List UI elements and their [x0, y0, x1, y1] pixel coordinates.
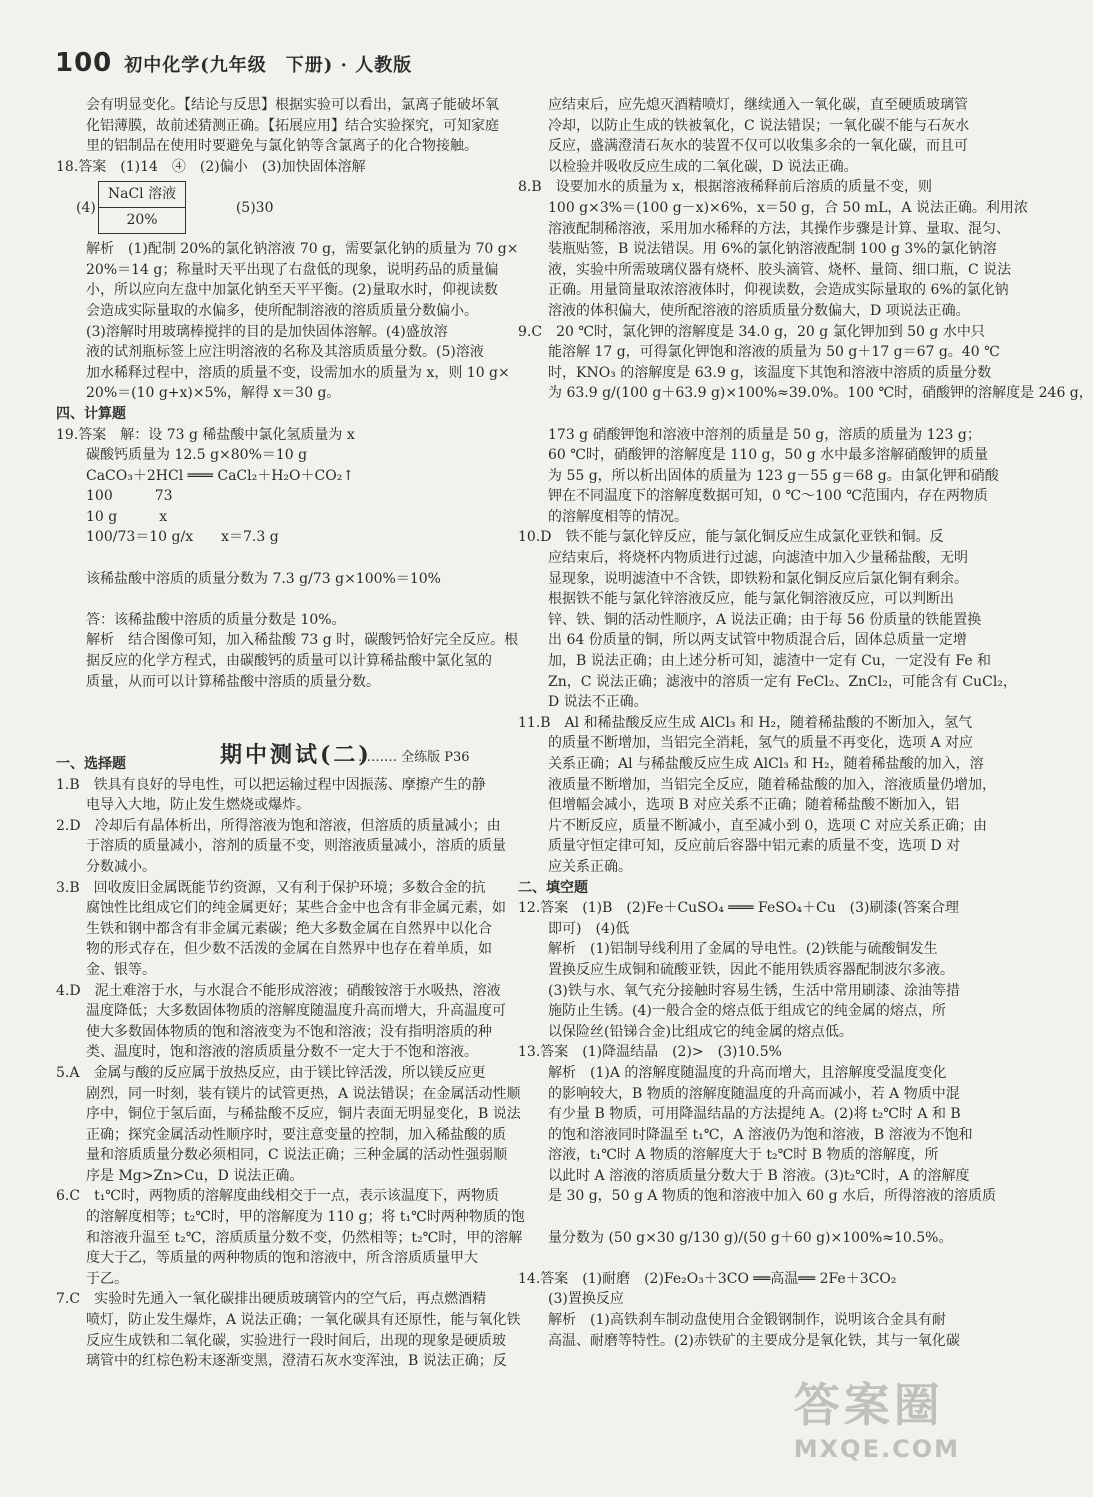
- solution-label-concentration: 20%: [99, 207, 185, 233]
- text-line: 12.答案 (1)B (2)Fe＋CuSO₄ ═══ FeSO₄＋Cu (3)刷漆(答案合理: [518, 900, 959, 917]
- text-line: 的质量不断增加，当铝完全消耗，氢气的质量不再变化，选项 A 对应: [548, 735, 974, 752]
- text-line: 于乙。: [86, 1270, 128, 1287]
- text-line: [56, 589, 496, 610]
- text-line: 18.答案 (1)14 ④ (2)偏小 (3)加快固体溶解: [56, 158, 366, 175]
- text-line: 的溶解度相等；t₂℃时，甲的溶解度为 110 g；将 t₁℃时两种物质的饱: [86, 1209, 525, 1226]
- text-line: 里的铝制品在使用时要避免与氯化钠等含氯离子的化合物接触。: [86, 138, 478, 155]
- text-line: 解析 (1)配制 20%的氯化钠溶液 70 g，需要氯化钠的质量为 70 g×: [86, 241, 519, 258]
- text-line: 10.D 铁不能与氯化锌反应，能与氯化铜反应生成氯化亚铁和铜。反: [518, 529, 944, 546]
- text-line: 3.B 回收废旧金属既能节约资源，又有利于保护环境；多数合金的抗: [56, 879, 486, 896]
- text-line: 剧烈，同一时刻，装有镁片的试管更热，A 说法错误；在金属活动性顺: [86, 1085, 521, 1102]
- text-line: 温度降低；大多数固体物质的溶解度随温度升高而增大，升高温度可: [86, 1003, 506, 1020]
- text-line: 于溶质的质量减小，溶剂的质量不变，则溶液质量减小，溶质的质量: [86, 838, 506, 855]
- text-line: 能溶解 17 g，可得氯化钾饱和溶液的质量为 50 g＋17 g＝67 g。40 ℃: [548, 344, 1000, 361]
- text-line: 正确；探究金属活动性顺序时，要注意变量的控制，加入稀盐酸的质: [86, 1126, 506, 1143]
- text-line: 即可) (4)低: [548, 920, 630, 937]
- text-line: 时，KNO₃ 的溶解度是 63.9 g，该温度下其饱和溶液中溶质的质量分数: [548, 364, 992, 381]
- text-line: 以此时 A 溶液的溶质质量分数大于 B 溶液。(3)t₂℃时，A 的溶解度: [548, 1167, 970, 1184]
- text-line: 为 55 g，所以析出固体的质量为 123 g－55 g＝68 g。由氯化钾和硝酸: [548, 467, 999, 484]
- text-line: 质量，从而可以计算稀盐酸中溶质的质量分数。: [86, 673, 380, 690]
- text-line: 的影响较大，B 物质的溶解度随温度的升高而减小，若 A 物质中混: [548, 1085, 960, 1102]
- text-line: 片不断反应，质量不断减小，直至减小到 0，选项 C 对应关系正确；由: [548, 817, 987, 834]
- text-line: 8.B 设要加水的质量为 x，根据溶液稀释前后溶质的质量不变，则: [518, 179, 932, 196]
- left-column: [56, 95, 525, 1372]
- text-line: 20%＝(10 g+x)×5%，解得 x＝30 g。: [86, 385, 341, 402]
- text-line: 腐蚀性比组成它们的纯金属更好；某些合金中也含有非金属元素，如: [86, 900, 506, 917]
- section-title: 期中测试(二): [220, 742, 372, 768]
- text-line: 化铝薄膜，故前述猜测正确。【拓展应用】结合实验探究，可知家庭: [86, 117, 499, 134]
- text-line: 13.答案 (1)降温结晶 (2)> (3)10.5%: [518, 1044, 782, 1061]
- text-line: 施防止生锈。(4)一般合金的熔点低于组成它的纯金属的熔点，所: [548, 1003, 946, 1020]
- text-line: 100 g×3%＝(100 g－x)×6%，x＝50 g，合 50 mL，A 说法正确。利用浓: [548, 199, 1028, 216]
- text-line: 6.C t₁℃时，两物质的溶解度曲线相交于一点，表示该温度下，两物质: [56, 1188, 499, 1205]
- text-line: 应结束后，应先熄灭酒精喷灯，继续通入一氧化碳，直至硬质玻璃管: [548, 97, 968, 113]
- text-line: 10 g x: [86, 508, 168, 525]
- text-line: 一、选择题: [56, 756, 126, 772]
- text-line: 装瓶贴签，B 说法错误。用 6%的氯化钠溶液配制 100 g 3%的氯化钠溶: [548, 241, 997, 258]
- text-line: 加水稀释过程中，溶质的质量不变，设需加水的质量为 x，则 10 g×: [86, 364, 510, 381]
- text-line: 溶液的体积偏大，使所配溶液的溶质质量分数偏大，D 项说法正确。: [548, 302, 970, 319]
- text-line: 量和溶质质量分数必须相同，C 说法正确；三种金属的活动性强弱顺: [86, 1147, 508, 1164]
- text-line: 正确。用量筒量取浓溶液体时，仰视读数，会造成实际量取的 6%的氯化钠: [548, 282, 1009, 299]
- text-line: 有少量 B 物质，可用降温结晶的方法提纯 A。(2)将 t₂℃时 A 和 B: [548, 1106, 961, 1123]
- text-line: (3)置换反应: [548, 1291, 624, 1308]
- text-line: 序是 Mg>Zn>Cu，D 说法正确。: [86, 1167, 304, 1184]
- text-line: 20%＝14 g；称量时天平出现了右盘低的现象，说明药品的质量偏: [86, 261, 499, 278]
- text-line: 5.A 金属与酸的反应属于放热反应，由于镁比锌活泼，所以镁反应更: [56, 1064, 486, 1081]
- text-line: 答：该稀盐酸中溶质的质量分数是 10%。: [86, 611, 346, 628]
- text-line: 锌、铁、铜的活动性顺序，A 说法正确；由于每 56 份质量的铁能置换: [548, 611, 982, 628]
- text-line: 碳酸钙质量为 12.5 g×80%＝10 g: [86, 447, 308, 464]
- book-title: 初中化学(九年级 下册) · 人教版: [124, 55, 413, 76]
- watermark: [794, 1369, 960, 1463]
- text-line: 是 30 g，50 g A 物质的饱和溶液中加入 60 g 水后，所得溶液的溶质质: [548, 1188, 997, 1205]
- right-column: [518, 95, 1093, 1351]
- text-line: 以检验并吸收反应生成的二氧化碳，D 说法正确。: [548, 158, 858, 175]
- text-line: 物的形式存在，但少数不活泼的金属在自然界中也存在着单质，如: [86, 941, 492, 958]
- text-line: Zn，C 说法正确；滤液中的溶质一定有 FeCl₂、ZnCl₂，可能含有 CuCl₂，: [548, 673, 1017, 690]
- text-line: 应关系正确。: [548, 858, 632, 875]
- text-line: 该稀盐酸中溶质的质量分数为 7.3 g/73 g×100%＝10%: [86, 570, 441, 587]
- text-line: 液的试剂瓶标签上应注明溶液的名称及其溶质质量分数。(5)溶液: [86, 344, 484, 361]
- text-line: 据反应的化学方程式，由碳酸钙的质量可以计算稀盐酸中氯化氢的: [86, 653, 492, 670]
- text-line: 为 63.9 g/(100 g＋63.9 g)×100%≈39.0%。100 ℃时，硝酸钾的溶解度是 246 g，: [548, 385, 1093, 402]
- text-line: 会有明显变化。【结论与反思】根据实验可以看出，氯离子能破坏氧: [86, 97, 499, 113]
- text-line: 璃管中的红棕色粉末逐渐变黑，澄清石灰水变浑浊，B 说法正确；反: [86, 1353, 507, 1370]
- text-line: 但增幅会减小，选项 B 对应关系不正确；随着稀盐酸不断加入，铝: [548, 797, 960, 814]
- text-line: 的饱和溶液同时降温至 t₁℃，A 溶液仍为饱和溶液，B 溶液为不饱和: [548, 1126, 973, 1143]
- text-line: 量分数为 (50 g×30 g/130 g)/(50 g＋60 g)×100%≈10.5%。: [548, 1229, 953, 1246]
- text-line: 173 g 硝酸钾饱和溶液中溶剂的质量是 50 g，溶质的质量为 123 g；: [548, 426, 981, 443]
- text-line: 度大于乙，等质量的两种物质的饱和溶液中，所含溶质质量甲大: [86, 1250, 478, 1267]
- text-line: 四、计算题: [56, 405, 126, 422]
- text-line: 液质量不断增加，当铝完全反应，随着稀盐酸的加入，溶液质量仍增加，: [548, 776, 996, 793]
- text-line: 使大多数固体物质的饱和溶液变为不饱和溶液；没有指明溶质的种: [86, 1023, 492, 1040]
- text-line: 的溶解度相等的情况。: [548, 508, 688, 525]
- text-line: 11.B Al 和稀盐酸反应生成 AlCl₃ 和 H₂，随着稀盐酸的不断加入，氢气: [518, 714, 973, 731]
- text-line: 14.答案 (1)耐磨 (2)Fe₂O₃＋3CO ══高温══ 2Fe＋3CO₂: [518, 1270, 897, 1287]
- text-line: [518, 1207, 968, 1228]
- solution-label-name: NaCl 溶液: [107, 186, 177, 202]
- text-line: [518, 1248, 968, 1269]
- page-number: 100: [55, 48, 113, 78]
- text-line: 解析 (1)铝制导线利用了金属的导电性。(2)铁能与硫酸铜发生: [548, 941, 938, 958]
- text-line: 解析 (1)高铁刹车制动盘使用合金锻钢制作，说明该合金具有耐: [548, 1312, 946, 1329]
- text-line: 1.B 铁具有良好的导电性，可以把运输过程中因振荡、摩擦产生的静: [56, 776, 486, 793]
- page-header: [55, 48, 412, 78]
- text-line: 高温、耐磨等特性。(2)赤铁矿的主要成分是氧化铁，其与一氧化碳: [548, 1332, 960, 1349]
- text-line: 金、银等。: [86, 961, 156, 978]
- text-line: [518, 404, 968, 425]
- text-line: 电导入大地，防止发生燃烧或爆炸。: [86, 797, 310, 814]
- text-line: 分数减小。: [86, 858, 156, 875]
- text-line: 加，B 说法正确；由上述分析可知，滤渣中一定有 Cu，一定没有 Fe 和: [548, 653, 992, 670]
- text-line: [56, 548, 496, 569]
- text-line: 钾在不同温度下的溶解度数据可知，0 ℃～100 ℃范围内，存在两物质: [548, 488, 988, 505]
- text-line: 解析 结合图像可知，加入稀盐酸 73 g 时，碳酸钙恰好完全反应。根: [86, 632, 519, 649]
- text-line: 9.C 20 ℃时，氯化钾的溶解度是 34.0 g，20 g 氯化钾加到 50 g 水中只: [518, 323, 985, 340]
- text-line: 喷灯，防止发生爆炸，A 说法正确；一氧化碳具有还原性，能与氧化铁: [86, 1312, 521, 1329]
- text-line: 4.D 泥土难溶于水，与水混合不能形成溶液；硝酸铵溶于水吸热，溶液: [56, 982, 501, 999]
- text-line: 以保险丝(铅锑合金)比组成它的纯金属的熔点低。: [548, 1023, 853, 1040]
- text-line: 7.C 实验时先通入一氧化碳排出硬质玻璃管内的空气后，再点燃酒精: [56, 1291, 487, 1308]
- text-line: 溶液，t₁℃时 A 物质的溶解度大于 t₂℃时 B 物质的溶解度，所: [548, 1147, 939, 1164]
- watermark-url: MXQE.COM: [793, 1435, 960, 1463]
- text-line: 出 64 份质量的铜，所以两支试管中物质混合后，固体总质量一定增: [548, 632, 967, 649]
- text-line: 二、填空题: [518, 879, 588, 896]
- text-line: 序中，铜位于氢后面，与稀盐酸不反应，铜片表面无明显变化，B 说法: [86, 1106, 521, 1123]
- text-line: 冷却，以防止生成的铁被氧化，C 说法错误；一氧化碳不能与石灰水: [548, 117, 970, 134]
- solution-label-box: [98, 181, 186, 234]
- section-reference: ……… 全练版 P36: [358, 750, 470, 765]
- text-line: 应结束后，将烧杯内物质进行过滤，向滤渣中加入少量稀盐酸，无明: [548, 550, 968, 567]
- text-line: 会造成实际量取的水偏多，使所配制溶液的溶质质量分数偏小。: [86, 302, 478, 319]
- watermark-text: 答案圈: [793, 1378, 944, 1432]
- text-line: 反应生成铁和二氧化碳，实验进行一段时间后，出现的现象是硬质玻: [86, 1332, 506, 1349]
- text-line: D 说法不正确。: [548, 694, 648, 711]
- text-line: 19.答案 解：设 73 g 稀盐酸中氯化氢质量为 x: [56, 426, 355, 443]
- text-line: CaCO₃＋2HCl ═══ CaCl₂＋H₂O＋CO₂↑: [86, 467, 355, 484]
- text-line: 显现象，说明滤渣中不含铁，即铁粉和氯化铜反应后氯化铜有剩余。: [548, 570, 968, 587]
- text-line: [56, 692, 496, 713]
- text-line: 解析 (1)A 的溶解度随温度的升高而增大，且溶解度受温度变化: [548, 1064, 947, 1081]
- text-line: 100 73: [86, 488, 173, 505]
- text-line: (3)溶解时用玻璃棒搅拌的目的是加快固体溶解。(4)盛放溶: [86, 323, 448, 340]
- text-line: 质量守恒定律可知，反应前后容器中铝元素的质量不变，选项 D 对: [548, 838, 961, 855]
- text-line: 生铁和钢中都含有非金属元素碳；绝大多数金属在自然界中以化合: [86, 920, 492, 937]
- text-line: 60 ℃时，硝酸钾的溶解度是 110 g，50 g 水中最多溶解硝酸钾的质量: [548, 447, 989, 464]
- text-line: 和溶液升温至 t₂℃，溶质质量分数不变，仍然相等；t₂℃时，甲的溶解: [86, 1229, 523, 1246]
- text-line: (3)铁与水、氧气充分接触时容易生锈，生活中常用刷漆、涂油等措: [548, 982, 960, 999]
- text-line: 液，实验中所需玻璃仪器有烧杯、胶头滴管、烧杯、量筒、细口瓶，C 说法: [548, 261, 1012, 278]
- text-line: 关系正确；Al 与稀盐酸反应生成 AlCl₃ 和 H₂，随着稀盐酸的加入，溶: [548, 756, 984, 772]
- text-line: 100/73＝10 g/x x＝7.3 g: [86, 529, 279, 546]
- text-line: [56, 713, 496, 734]
- text-line: 类、温度时，饱和溶液的溶质质量分数不一定大于不饱和溶液。: [86, 1044, 478, 1061]
- text-line: 反应，盛满澄清石灰水的装置不仅可以收集多余的一氧化碳，而且可: [548, 138, 968, 155]
- text-line: 2.D 冷却后有晶体析出，所得溶液为饱和溶液，但溶质的质量减小；由: [56, 817, 501, 834]
- text-line: 小，所以应向左盘中加氯化钠至天平平衡。(2)量取水时，仰视读数: [86, 282, 498, 299]
- text-line: 根据铁不能与氯化锌溶液反应，能与氯化铜溶液反应，可以判断出: [548, 591, 954, 608]
- text-line: (4) (5)30: [76, 199, 274, 216]
- text-line: 溶液配制稀溶液，采用加水稀释的方法，其操作步骤是计算、量取、混匀、: [548, 220, 1010, 237]
- text-line: 置换反应生成铜和硫酸亚铁，因此不能用铁质容器配制波尔多液。: [548, 961, 954, 978]
